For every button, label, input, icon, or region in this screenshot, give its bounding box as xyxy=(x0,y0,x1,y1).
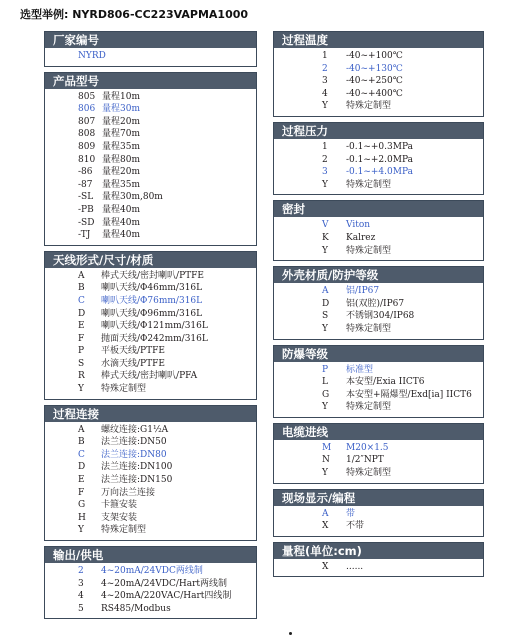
option-row xyxy=(45,345,256,358)
option-code: 808 xyxy=(78,129,96,140)
option-row xyxy=(45,154,256,167)
option-code: B xyxy=(78,283,85,294)
option-description: 量程35m xyxy=(102,179,140,190)
option-row xyxy=(45,116,256,129)
selected-option-row xyxy=(274,63,483,76)
section-header: 输出/供电 xyxy=(45,547,256,563)
option-description: 量程20m xyxy=(102,167,140,178)
option-list xyxy=(274,440,483,483)
option-row xyxy=(274,389,483,402)
option-list xyxy=(274,506,483,536)
option-description: 棒式天线/密封喇叭/PFA xyxy=(101,371,198,382)
option-code: S xyxy=(322,311,329,322)
option-description: 量程20m xyxy=(102,116,140,127)
option-description: 1/2″NPT xyxy=(346,455,384,466)
option-code: F xyxy=(78,333,85,344)
selected-option-row xyxy=(274,285,483,298)
option-code: A xyxy=(322,508,329,519)
option-description: RS485/Modbus xyxy=(101,603,171,614)
selected-option-row xyxy=(274,364,483,377)
option-description: 支架安装 xyxy=(101,512,138,523)
section-header: 防爆等级 xyxy=(274,346,483,362)
option-description: 标准型 xyxy=(346,364,374,375)
option-code: 3 xyxy=(322,76,328,87)
option-code: Y xyxy=(322,323,328,334)
option-list xyxy=(274,139,483,194)
section-header: 过程连接 xyxy=(45,406,256,422)
option-code: 807 xyxy=(78,116,96,127)
option-description: 量程35m xyxy=(102,141,140,152)
option-row xyxy=(45,128,256,141)
selected-option-row xyxy=(274,508,483,521)
option-description: 棒式天线/密封喇叭/PTFE xyxy=(101,270,204,281)
right-section-3 xyxy=(273,266,484,339)
right-section-5 xyxy=(273,423,484,484)
option-description: 量程40m xyxy=(102,204,140,215)
option-description: -0.1~+2.0MPa xyxy=(346,154,413,165)
option-description: 特殊定制型 xyxy=(101,525,147,536)
option-code: Y xyxy=(322,101,328,112)
option-row xyxy=(45,179,256,192)
section-header: 现场显示/编程 xyxy=(274,490,483,506)
option-row xyxy=(274,88,483,101)
option-description: 万向法兰连接 xyxy=(101,487,156,498)
option-code: B xyxy=(78,437,85,448)
option-code: D xyxy=(322,298,330,309)
section-header: 电缆进线 xyxy=(274,424,483,440)
option-code: 3 xyxy=(78,578,84,589)
section-header: 外壳材质/防护等级 xyxy=(274,267,483,283)
left-section-1 xyxy=(44,72,257,246)
option-code: X xyxy=(322,561,329,572)
option-code: -TJ xyxy=(78,230,91,241)
option-description: 特殊定制型 xyxy=(346,323,392,334)
option-row xyxy=(274,467,483,480)
option-description: 量程40m xyxy=(102,230,140,241)
option-description: 水滴天线/PTFE xyxy=(101,358,165,369)
option-code: A xyxy=(322,286,329,297)
option-list xyxy=(274,48,483,116)
option-code: 806 xyxy=(78,104,96,115)
option-code: 2 xyxy=(322,154,328,165)
option-row xyxy=(45,524,256,537)
right-section-0 xyxy=(273,31,484,117)
left-section-0 xyxy=(44,31,257,67)
option-row xyxy=(45,217,256,230)
option-description: 特殊定制型 xyxy=(346,101,392,112)
option-code: A xyxy=(78,270,85,281)
option-description: 特殊定制型 xyxy=(346,468,392,479)
option-description: 抛面天线/Φ242mm/316L xyxy=(101,333,208,344)
left-column xyxy=(44,31,257,624)
option-row xyxy=(274,454,483,467)
option-code: 2 xyxy=(322,63,328,74)
option-description: 4~20mA/220VAC/Hart四线制 xyxy=(101,591,232,602)
option-code: X xyxy=(322,521,329,532)
option-description: 喇叭天线/Φ76mm/316L xyxy=(101,295,203,306)
option-description: -40~+100℃ xyxy=(346,51,403,61)
option-code: D xyxy=(78,462,86,473)
option-row xyxy=(274,245,483,258)
option-description: 量程40m xyxy=(102,217,140,228)
left-section-2 xyxy=(44,251,257,400)
option-description: 量程70m xyxy=(102,129,140,140)
selected-option-row xyxy=(274,442,483,455)
option-code: Y xyxy=(322,402,328,413)
option-row xyxy=(45,320,256,333)
option-description: M20×1.5 xyxy=(346,442,389,453)
option-code: C xyxy=(78,295,85,306)
option-row xyxy=(274,141,483,154)
option-description: 卡箍安装 xyxy=(101,500,138,511)
option-code: Y xyxy=(322,468,328,479)
option-description: 铝/IP67 xyxy=(346,286,380,297)
option-row xyxy=(274,50,483,63)
option-code: -SD xyxy=(78,217,95,228)
section-header: 过程压力 xyxy=(274,123,483,139)
option-description: 铝(双腔)/IP67 xyxy=(346,298,405,309)
option-row xyxy=(45,358,256,371)
option-list xyxy=(45,422,256,540)
option-row xyxy=(45,229,256,242)
option-description: 法兰连接:DN50 xyxy=(101,437,167,448)
option-row xyxy=(45,308,256,321)
right-section-7 xyxy=(273,542,484,578)
option-row xyxy=(274,298,483,311)
option-code: V xyxy=(322,220,329,231)
option-code: G xyxy=(78,500,86,511)
right-column xyxy=(273,31,484,582)
option-code: Y xyxy=(322,179,328,190)
option-code: P xyxy=(322,364,329,375)
option-row xyxy=(45,499,256,512)
option-row xyxy=(274,75,483,88)
option-row xyxy=(45,282,256,295)
option-code: E xyxy=(78,321,85,332)
option-description: 不锈钢304/IP68 xyxy=(346,311,415,322)
option-row xyxy=(45,578,256,591)
option-row xyxy=(45,383,256,396)
left-section-3 xyxy=(44,405,257,541)
option-row xyxy=(274,154,483,167)
option-description: ...... xyxy=(346,561,364,572)
option-list xyxy=(274,559,483,577)
option-description: 带 xyxy=(346,508,356,519)
option-list xyxy=(45,89,256,245)
left-section-4 xyxy=(44,546,257,619)
section-header: 密封 xyxy=(274,201,483,217)
selected-option-row xyxy=(274,166,483,179)
option-code: 2 xyxy=(78,566,84,576)
option-row xyxy=(274,179,483,192)
option-code: -87 xyxy=(78,179,93,190)
option-list xyxy=(45,268,256,399)
option-description: 4~20mA/24VDC/Hart两线制 xyxy=(101,578,228,589)
option-row xyxy=(274,310,483,323)
option-code: 809 xyxy=(78,141,96,152)
option-description: 本安型/Exia IICT6 xyxy=(346,377,425,388)
right-section-1 xyxy=(273,122,484,195)
option-description: 量程30m xyxy=(102,104,140,115)
selected-option-row xyxy=(45,565,256,578)
option-description: 法兰连接:DN100 xyxy=(101,462,173,473)
selected-option-row xyxy=(45,449,256,462)
option-description: 螺纹连接:G1½A xyxy=(101,424,169,435)
selected-option-row xyxy=(45,295,256,308)
option-description: 特殊定制型 xyxy=(346,402,392,413)
option-code: R xyxy=(78,371,85,382)
option-code: H xyxy=(78,512,86,523)
option-description: Kalrez xyxy=(346,232,376,243)
option-code: D xyxy=(78,308,86,319)
option-row xyxy=(45,270,256,283)
option-row xyxy=(45,333,256,346)
option-code: M xyxy=(322,442,332,453)
option-code: A xyxy=(78,424,85,435)
section-header: 过程温度 xyxy=(274,32,483,48)
option-row xyxy=(274,100,483,113)
option-code: N xyxy=(322,455,330,466)
option-row xyxy=(45,487,256,500)
option-description: 法兰连接:DN150 xyxy=(101,475,173,486)
option-code: 4 xyxy=(78,591,84,602)
option-code: Y xyxy=(78,525,84,536)
right-section-2 xyxy=(273,200,484,261)
option-row xyxy=(274,401,483,414)
option-row xyxy=(45,512,256,525)
option-code: 4 xyxy=(322,88,328,99)
option-code: Y xyxy=(78,384,84,395)
selected-option-row xyxy=(45,103,256,116)
model-example-title: 选型举例: NYRD806-CC223VAPMA1000 xyxy=(20,8,249,21)
right-section-6 xyxy=(273,489,484,537)
option-code: C xyxy=(78,449,85,460)
option-description: 喇叭天线/Φ121mm/316L xyxy=(101,321,208,332)
option-description: 本安型+隔爆型/Exd[ia] IICT6 xyxy=(346,389,472,400)
section-header: 天线形式/尺寸/材质 xyxy=(45,252,256,268)
section-header: 厂家编号 xyxy=(45,32,256,48)
option-description: 平板天线/PTFE xyxy=(101,346,165,357)
page-marker xyxy=(289,632,292,635)
section-header: 量程(单位:cm) xyxy=(274,543,483,559)
option-code: G xyxy=(322,389,330,400)
option-row xyxy=(274,376,483,389)
option-code: 1 xyxy=(322,51,328,61)
selected-option-row xyxy=(274,219,483,232)
option-code: 3 xyxy=(322,167,328,178)
option-code: -86 xyxy=(78,167,93,178)
option-list xyxy=(45,48,256,66)
option-description: 不带 xyxy=(346,521,365,532)
option-description: 量程80m xyxy=(102,154,140,165)
option-row xyxy=(45,204,256,217)
option-code: 805 xyxy=(78,91,96,102)
option-description: 喇叭天线/Φ46mm/316L xyxy=(101,283,203,294)
option-list xyxy=(274,217,483,260)
option-description: -0.1~+4.0MPa xyxy=(346,167,413,178)
option-description: 4~20mA/24VDC两线制 xyxy=(101,566,203,576)
option-row xyxy=(274,232,483,245)
option-code: E xyxy=(78,475,85,486)
option-description: 法兰连接:DN80 xyxy=(101,449,167,460)
option-code: F xyxy=(78,487,85,498)
option-row xyxy=(45,461,256,474)
option-row xyxy=(45,191,256,204)
option-row xyxy=(45,91,256,104)
selected-option-row xyxy=(45,50,256,63)
option-code: 5 xyxy=(78,603,84,614)
option-description: Viton xyxy=(346,220,371,231)
option-row xyxy=(45,474,256,487)
option-code: -PB xyxy=(78,204,94,215)
option-row xyxy=(45,590,256,603)
option-row xyxy=(45,424,256,437)
option-description: 量程10m xyxy=(102,91,140,102)
option-description: -40~+250℃ xyxy=(346,76,403,87)
option-code: Y xyxy=(322,245,328,256)
option-code: L xyxy=(322,377,328,388)
option-description: -40~+130℃ xyxy=(346,63,403,74)
option-description: 特殊定制型 xyxy=(346,245,392,256)
option-list xyxy=(45,563,256,618)
option-code: 810 xyxy=(78,154,96,165)
option-description: -0.1~+0.3MPa xyxy=(346,141,413,152)
option-list xyxy=(274,283,483,338)
option-row xyxy=(274,561,483,574)
option-code: -SL xyxy=(78,192,94,203)
option-row xyxy=(45,603,256,616)
option-description: 量程30m,80m xyxy=(102,192,163,203)
option-code: S xyxy=(78,358,85,369)
option-code: 1 xyxy=(322,141,328,152)
option-list xyxy=(274,362,483,417)
option-description: -40~+400℃ xyxy=(346,88,403,99)
option-row xyxy=(45,166,256,179)
option-row xyxy=(274,323,483,336)
option-code: P xyxy=(78,346,85,357)
section-header: 产品型号 xyxy=(45,73,256,89)
option-description: 特殊定制型 xyxy=(346,179,392,190)
option-description: 特殊定制型 xyxy=(101,384,147,395)
option-code: NYRD xyxy=(78,51,106,61)
option-code: K xyxy=(322,232,329,243)
option-row xyxy=(45,370,256,383)
right-section-4 xyxy=(273,345,484,418)
option-row xyxy=(45,436,256,449)
option-row xyxy=(274,520,483,533)
option-description: 喇叭天线/Φ96mm/316L xyxy=(101,308,203,319)
option-row xyxy=(45,141,256,154)
